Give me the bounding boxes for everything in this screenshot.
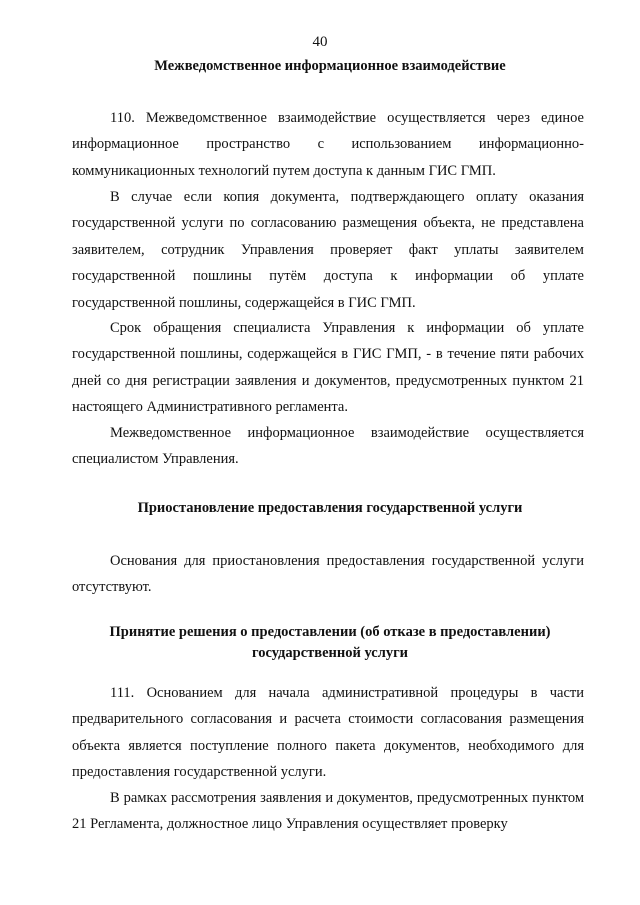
section-heading-interagency: Межведомственное информационное взаимодействие: [154, 58, 506, 74]
paragraph-111: 111. Основанием для начала административной процедуры в части предварительного согласования и расчета стоимости согласования размещения объекта является поступление полного пакета документов, необходимого для предоставления государственной услуги.: [72, 685, 584, 781]
section-heading-suspension: Приостановление предоставления государственной услуги: [137, 500, 523, 516]
page-number: 40: [312, 34, 328, 50]
paragraph-review: В рамках рассмотрения заявления и документов, предусмотренных пунктом 21 Регламента, должностное лицо Управления осуществляет проверку: [72, 790, 584, 833]
paragraph-110: 110. Межведомственное взаимодействие осуществляется через единое информационное пространство с использованием информационно-коммуникационных технологий путем доступа к данным ГИС ГМП.: [72, 110, 584, 179]
paragraph-interagency-specialist: Межведомственное информационное взаимодействие осуществляется специалистом Управления.: [72, 425, 584, 468]
paragraph-suspension-grounds: Основания для приостановления предоставления государственной услуги отсутствуют.: [72, 553, 584, 596]
paragraph-fee-check: В случае если копия документа, подтверждающего оплату оказания государственной услуги по согласованию размещения объекта, не представлена заявителем, сотрудник Управления проверяет факт уплаты заявителем государственной пошлины путём доступа к информации об уплате государственной пошлины, содержащейся в ГИС ГМП.: [72, 189, 584, 311]
section-heading-decision: Принятие решения о предоставлении (об отказе в предоставлении) государственной услуги: [109, 624, 551, 661]
paragraph-request-deadline: Срок обращения специалиста Управления к информации об уплате государственной пошлины, содержащейся в ГИС ГМП, - в течение пяти рабочих дней со дня регистрации заявления и документов, предусмотренных пунктом 21 настоящего Административного регламента.: [72, 320, 584, 416]
